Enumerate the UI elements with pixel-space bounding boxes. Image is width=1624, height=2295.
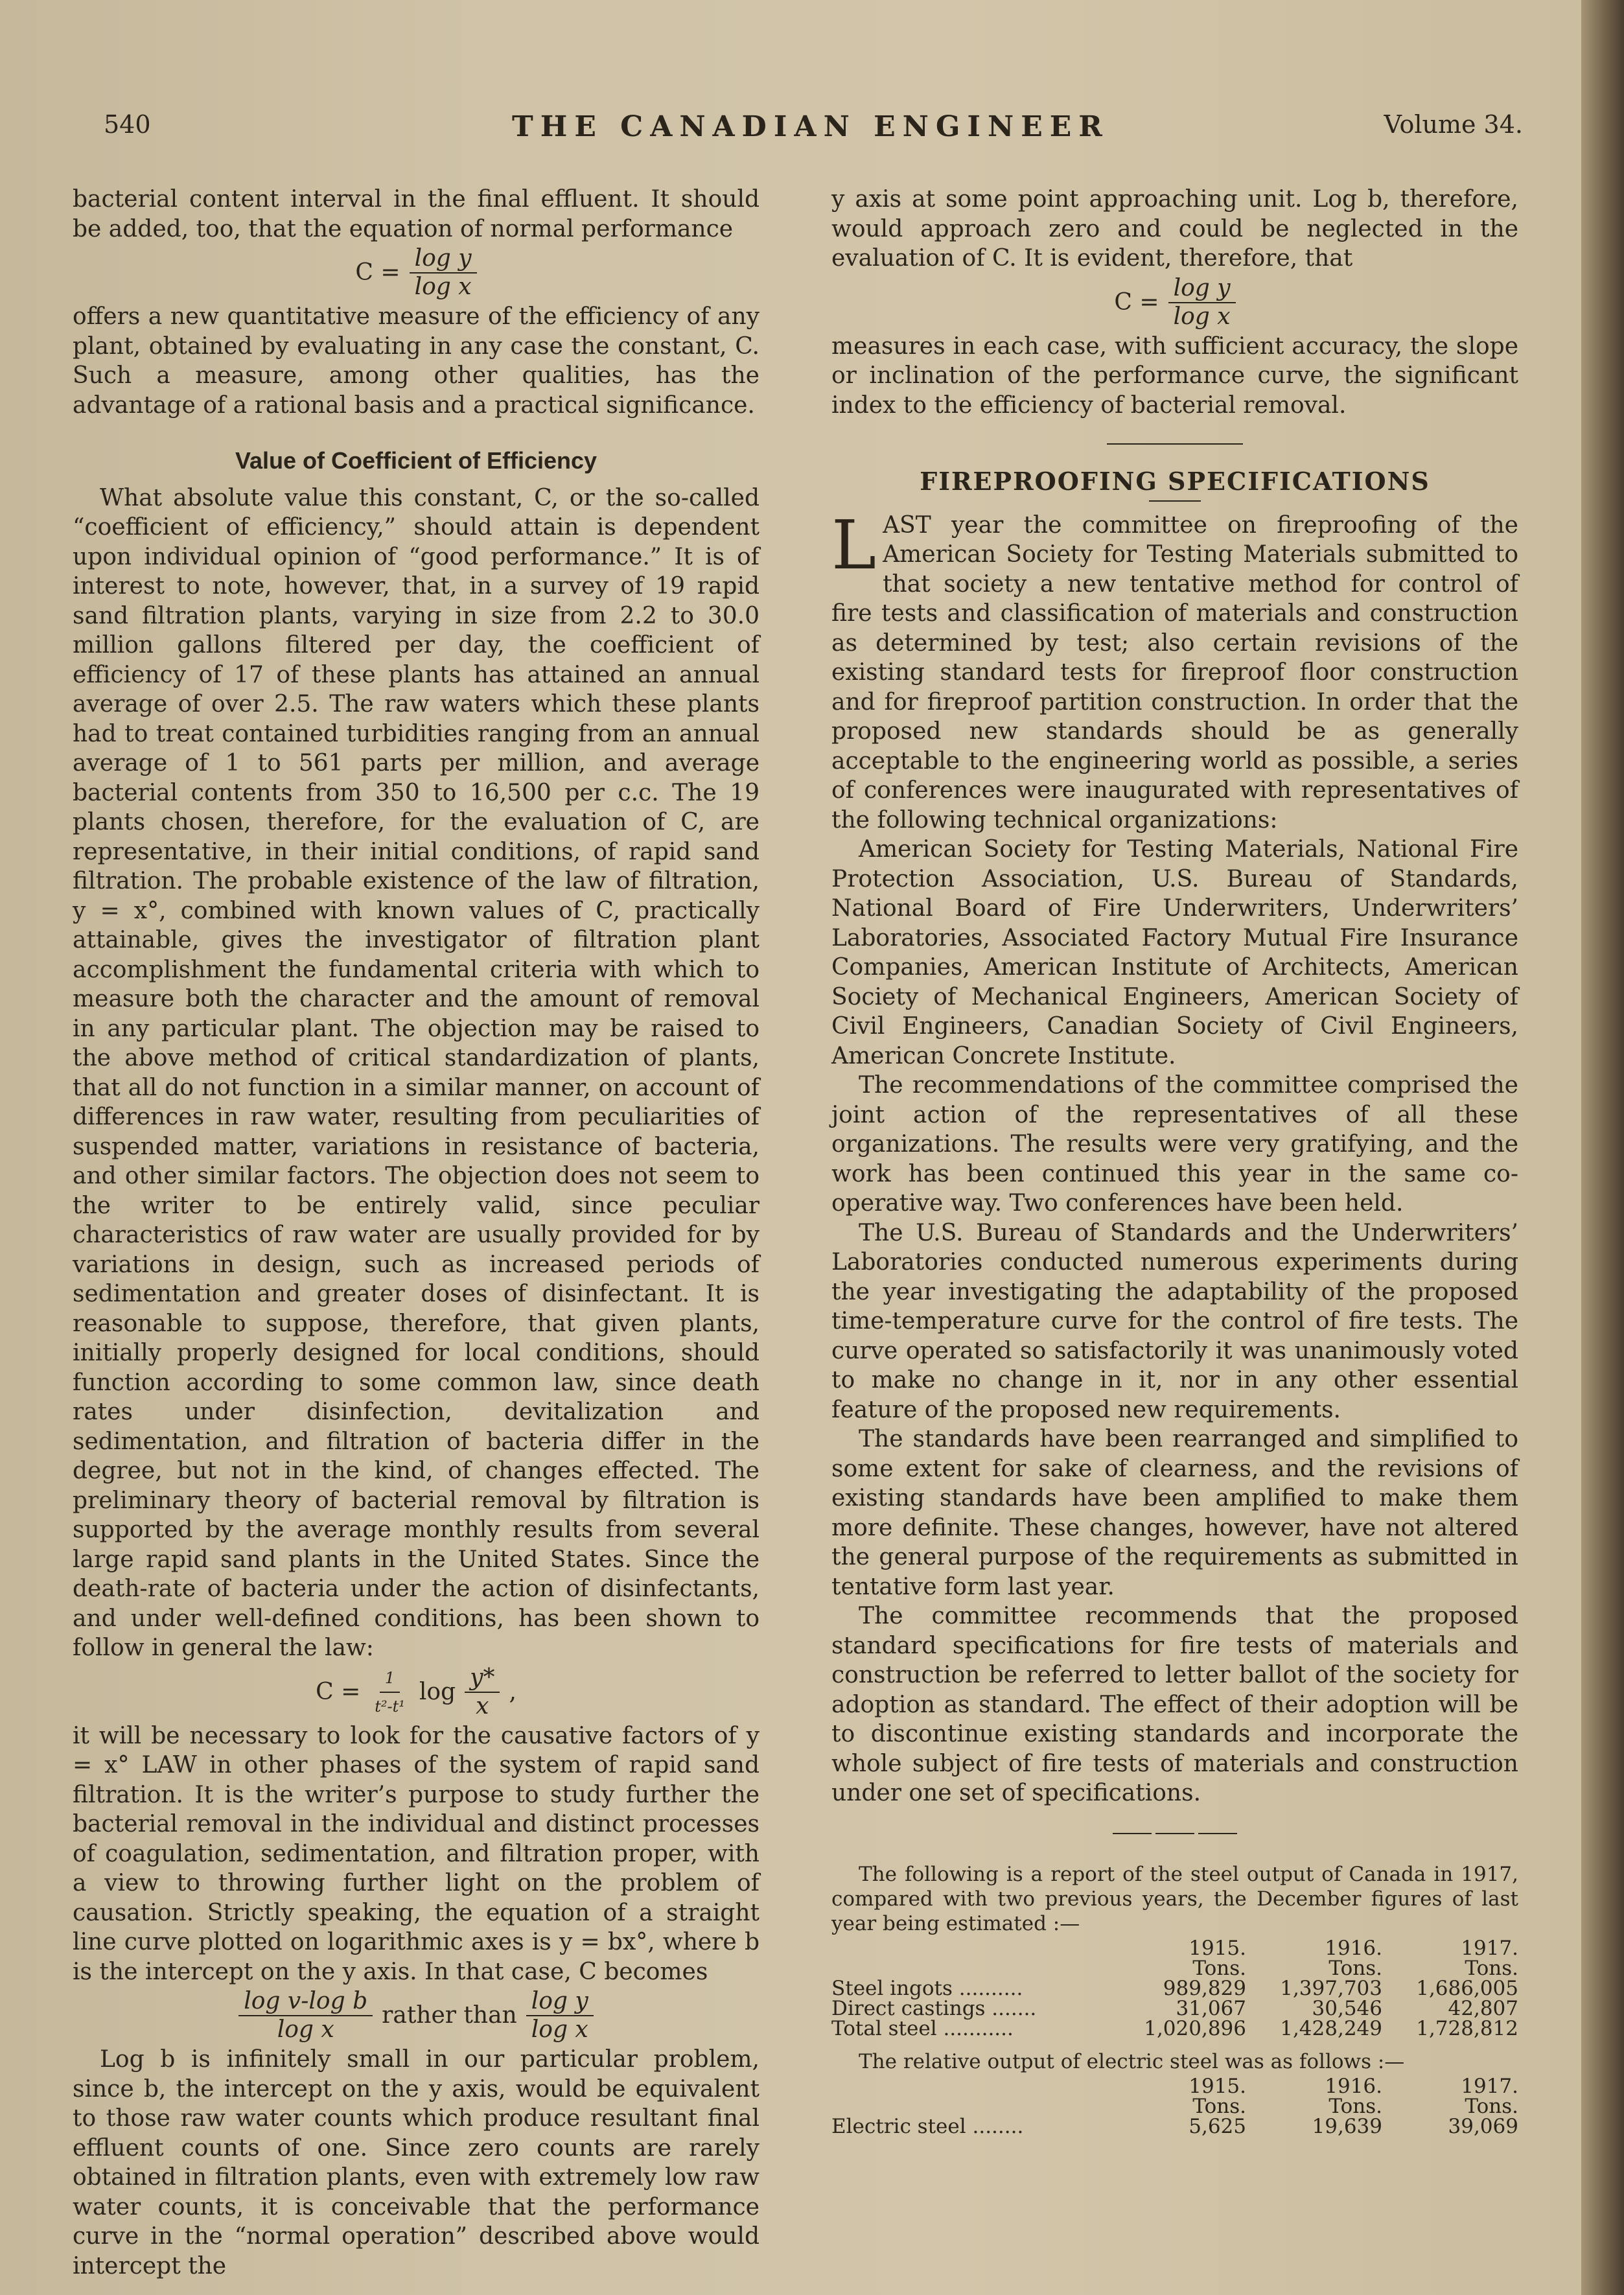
volume-label: Volume 34. [1384, 110, 1523, 139]
journal-title: THE CANADIAN ENGINEER [512, 110, 1109, 143]
equation-slope: C = $\frac{\text{log y}}{\text{log x}}$ [831, 275, 1518, 331]
left-column [73, 185, 760, 2281]
report-intro: The following is a report of the steel output of Canada in 1917, compared with two previous years, the December figures of last year being estimated :— [831, 1863, 1518, 1935]
right-column [831, 185, 1518, 2137]
paragraph: What absolute value this constant, C, or the so-called “coefficient of efficiency,” should attain is dependent upon individual opinion of “good performance.” It is of interest to note, however, that, in a survey of 19 rapid sand filtration plants, varying in size from 2.2 to 30.0 million gallons filtered per day, the coefficient of efficiency of 17 of these plants has attained an annual average of over 2.5. The raw waters which these plants had to treat contained turbidities ranging from an annual average of 1 to 561 parts per million, and average bacterial contents from 350 to 16,500 per c.c. The 19 plants chosen, therefore, for the evaluation of C, are representative, in their initial conditions, of rapid sand filtration. The probable existence of the law of filtration, y = x°, combined with known values of C, practically attainable, gives the investigator of filtration plant accomplishment the fundamental criteria with which to measure both the character and the amount of removal in any particular plant. The objection may be raised to the above method of critical standardization of plants, that all do not function in a similar manner, on account of differences in raw water, resulting from peculiarities of suspended matter, variations in resistance of bacteria, and other similar factors. The objection does not seem to the writer to be entirely valid, since peculiar characteristics of raw water are usually provided for by variations in design, such as increased periods of sedimentation and greater doses of disinfectant. It is reasonable to suppose, therefore, that given plants, initially properly designed for local conditions, should function according to some common law, since death rates under disinfection, devitalization and sedimentation, and filtration of bacteria differ in the degree, but not in the kind, of changes effected. The preliminary theory of bacterial removal by filtration is supported by the average monthly results from several large rapid sand plants in the United States. Since the death-rate of bacteria under the action of disinfectants, and under well-defined conditions, has been shown to follow in general the law: [73, 484, 760, 1661]
table-row: Steel ingots .......... 989,829 1,397,703 1,686,005 [831, 1977, 1518, 2000]
section-title: FIREPROOFING SPECIFICATIONS [920, 467, 1430, 496]
paragraph: American Society for Testing Materials, National Fire Protection Association, U.S. Bureau of Standards, National Board of Fire Underwriters, Underwriters’ Laboratories, Associated Factory Mutual Fire Insurance Companies, American Institute of Architects, American Society of Mechanical Engineers, American Society of Civil Engineers, Canadian Society of Civil Engineers, American Concrete Institute. [831, 836, 1518, 1069]
drop-cap: L [831, 505, 877, 585]
steel-report [831, 1862, 1518, 2137]
section-divider-dashes [831, 1817, 1518, 1847]
table-row: Total steel ........... 1,020,896 1,428,249 1,728,812 [831, 2017, 1518, 2040]
section-subheading: Value of Coefficient of Efficiency [235, 447, 597, 474]
page-edge-binding [1581, 0, 1624, 2295]
paragraph: it will be necessary to look for the causative factors of y = x° LAW in other phases of the system of rapid sand filtration. It is the writer’s purpose to study further the bacterial removal in the individual and distinct processes of coagulation, sedimentation, and filtration proper, with a view to throwing further light on the problem of causation. Strictly speaking, the equation of a straight line curve plotted on logarithmic axes is y = bx°, where b is the intercept on the y axis. In that case, C becomes [73, 1722, 760, 1985]
table-row: Electric steel ........ 5,625 19,639 39,069 [831, 2115, 1518, 2138]
electric-steel-table [831, 2077, 1518, 2137]
paragraph: measures in each case, with sufficient accuracy, the slope or inclination of the performance curve, the significant index to the efficiency of bacterial removal. [831, 332, 1518, 419]
table-header-units: Tons. Tons. Tons. [1192, 1957, 1518, 1980]
table-header-years: 1915. 1916. 1917. [1189, 2075, 1518, 2098]
table-row: Direct castings ....... 31,067 30,546 42,807 [831, 1997, 1518, 2020]
paragraph: The U.S. Bureau of Standards and the Underwriters’ Laboratories conducted numerous experiments during the year investigating the adaptability of the proposed time-temperature curve for the control of fire tests. The curve operated so satisfactorily it was unanimously voted to make no change in it, nor in any other essential feature of the proposed new requirements. [831, 1219, 1518, 1423]
equation-death-rate-law: C = $\frac{1}{\text{t²-t¹}}$ log $\frac{y*}{x}$ , [316, 1664, 516, 1719]
paragraph: Log b is infinitely small in our particular problem, since b, the intercept on the y axis, would be equivalent to those raw water counts which produce resultant final effluent counts of one. Since zero counts are rarely obtained in filtration plants, even with extremely low raw water counts, it is conceivable that the performance curve in the “normal operation” described above would intercept the [73, 2046, 760, 2279]
paragraph: bacterial content interval in the final effluent. It should be added, too, that the equation of normal performance [73, 186, 760, 242]
equation-c-becomes: $\frac{\text{log v-log b}}{\text{log x}}$ rather than $\frac{\text{log y}}{\text{log x}}$ [73, 1988, 760, 2044]
electric-intro: The relative output of electric steel was as follows :— [859, 2050, 1405, 2073]
paragraph-dropcap: LAST year the committee on fireproofing of the American Society for Testing Materials submitted to that society a new tentative method for control of fire tests and classification of materials and construction as determined by test; also certain revisions of the existing standard tests for fireproof floor construction and for fireproof partition construction. In order that the proposed new standards should be as generally acceptable to the engineering world as possible, a series of conferences were inaugurated with representatives of the following technical organizations: [831, 505, 1518, 833]
equation-normal-performance: C = $\frac{\text{log y}}{\text{log x}}$ [73, 245, 760, 301]
table-header-units: Tons. Tons. Tons. [1192, 2095, 1518, 2118]
paragraph: The recommendations of the committee comprised the joint action of the representatives of all these organizations. The results were very gratifying, and the work has been continued this year in the same co-operative way. Two conferences have been held. [831, 1072, 1518, 1217]
page-number: 540 [104, 110, 151, 139]
paragraph: The standards have been rearranged and simplified to some extent for sake of clearness, and the revisions of existing standards have been amplified to make them more definite. These changes, however, have not altered the general purpose of the requirements as submitted in tentative form last year. [831, 1426, 1518, 1600]
steel-output-table [831, 1939, 1518, 2039]
table-header-years: 1915. 1916. 1917. [1189, 1937, 1518, 1960]
paragraph: y axis at some point approaching unit. Log b, therefore, would approach zero and could be neglected in the evaluation of C. It is evident, therefore, that [831, 186, 1518, 272]
title-underline [1149, 500, 1201, 502]
section-divider [1107, 443, 1243, 445]
paragraph: The committee recommends that the proposed standard specifications for fire tests of materials and construction be referred to letter ballot of the society for adoption as standard. The effect of their adoption will be to discontinue existing standards and incorporate the whole subject of fire tests of materials and construction under one set of specifications. [831, 1603, 1518, 1806]
paragraph: offers a new quantitative measure of the efficiency of any plant, obtained by evaluating in any case the constant, C. Such a measure, among other qualities, has the advantage of a rational basis and a practical significance. [73, 303, 760, 419]
running-header [97, 110, 1523, 149]
